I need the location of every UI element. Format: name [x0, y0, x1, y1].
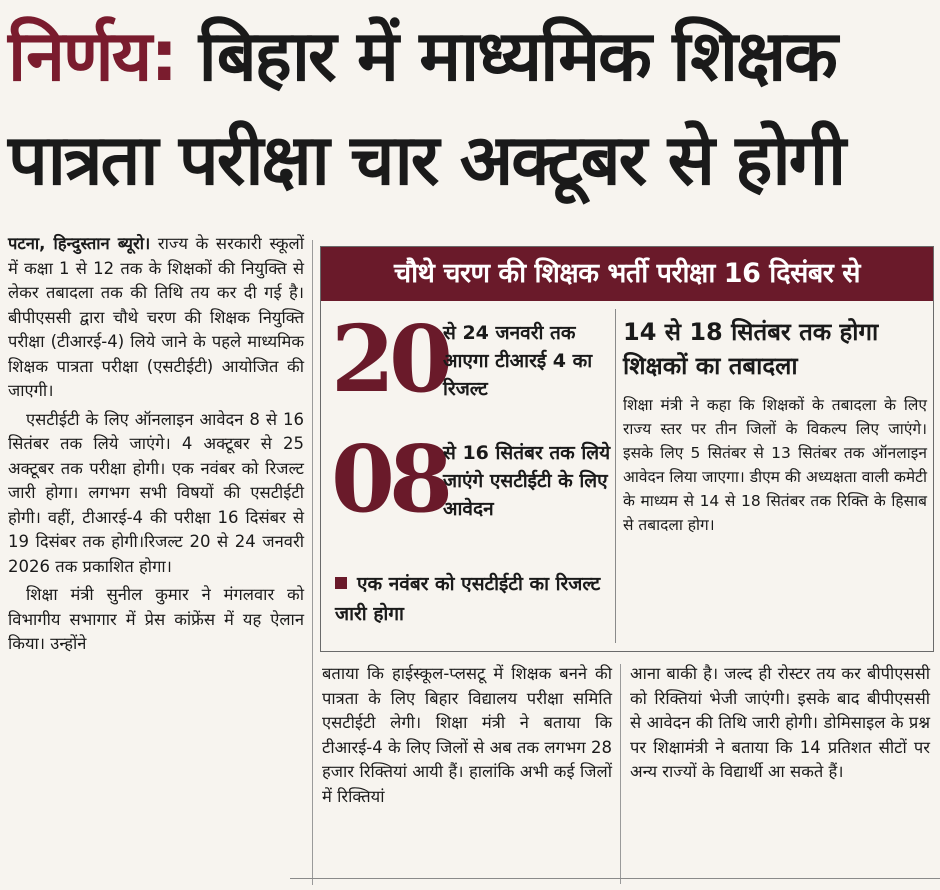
- stat-number: 08: [331, 425, 448, 533]
- article-paragraph: एसटीईटी के लिए ऑनलाइन आवेदन 8 से 16 सितंबर तक लिये जाएंगे। 4 अक्टूबर से 25 अक्टूबर तक परीक्षा होगी। एक नवंबर को रिजल्ट जारी होगा। लगभग सभी विषयों की एसटीईटी होगी। वहीं, टीआरई-4 की परीक्षा 16 दिसंबर से 19 दिसंबर तक होगी।रिजल्ट 20 से 24 जनवरी 2026 तक प्रकाशित होगा।: [8, 409, 304, 576]
- dateline: पटना, हिन्दुस्तान ब्यूरो।: [8, 234, 151, 253]
- stat-text: से 16 सितंबर तक लिये जाएंगे एसटीईटी के लिए आवेदन: [443, 442, 611, 520]
- stat-block: [331, 305, 611, 419]
- info-box: [320, 246, 934, 652]
- square-bullet-icon: [335, 577, 347, 589]
- article-column-2: [322, 662, 612, 813]
- headline-line-1-text: बिहार में माध्यमिक शिक्षक: [198, 15, 836, 97]
- column-divider: [312, 240, 313, 885]
- transfer-subheading: 14 से 18 सितंबर तक होगा शिक्षकों का तबादला: [623, 318, 879, 380]
- headline: [8, 6, 932, 214]
- bottom-rule: [290, 878, 940, 879]
- article-column-1: [8, 232, 304, 661]
- bullet-note-text: एक नवंबर को एसटीईटी का रिजल्ट जारी होगा: [335, 573, 601, 625]
- info-box-divider: [615, 309, 616, 643]
- column-divider: [620, 664, 621, 884]
- paragraph-text: राज्य के सरकारी स्कूलों में कक्षा 1 से 12 तक के शिक्षकों की नियुक्ति से लेकर तबादला तक की तिथि तय कर दी गई है। बीपीएससी द्वारा चौथे चरण की शिक्षक नियुक्ति परीक्षा (टीआरई-4) लिये जाने के पहले माध्यमिक शिक्षक पात्रता परीक्षा (एसटीईटी) आयोजित की जाएगी।: [8, 234, 305, 400]
- article-paragraph: बताया कि हाईस्कूल-प्लसटू में शिक्षक बनने की पात्रता के लिए बिहार विद्यालय परीक्षा समिति एसटीईटी लेगी। शिक्षा मंत्री ने बताया कि टीआरई-4 के लिए जिलों से अब तक लगभग 28 हजार रिक्तियां आयी हैं। हालांकि अभी कई जिलों में रिक्तियां: [322, 664, 612, 806]
- headline-line-1: [8, 6, 932, 110]
- article-paragraph: शिक्षा मंत्री सुनील कुमार ने मंगलवार को विभागीय सभागार में प्रेस कांफ्रेंस में यह ऐलान किया। उन्होंने: [8, 585, 304, 653]
- headline-kicker: निर्णय:: [8, 15, 177, 97]
- bullet-note: [335, 569, 605, 629]
- article-paragraph: आना बाकी है। जल्द ही रोस्टर तय कर बीपीएससी को रिक्तियां भेजी जाएंगी। इसके बाद बीपीएससी से आवेदन की तिथि जारी होगी। डोमिसाइल के प्रश्न पर शिक्षामंत्री ने बताया कि 14 प्रतिशत सीटों पर अन्य राज्यों के विद्यार्थी आ सकते हैं।: [630, 664, 930, 781]
- stat-text: से 24 जनवरी तक आएगा टीआरई 4 का रिजल्ट: [443, 322, 593, 400]
- article-paragraph: [8, 232, 304, 404]
- stat-number: 20: [331, 305, 448, 413]
- stat-block: [331, 425, 611, 539]
- info-box-header: चौथे चरण की शिक्षक भर्ती परीक्षा 16 दिसंबर से: [321, 247, 933, 301]
- info-box-right-panel: [623, 309, 927, 537]
- transfer-body: शिक्षा मंत्री ने कहा कि शिक्षकों के तबादला के लिए राज्य स्तर पर तीन जिलों के विकल्प लिए जाएंगे। इसके लिए 5 सितंबर से 13 सितंबर तक ऑनलाइन आवेदन लिया जाएगा। डीएम की अध्यक्षता वाली कमेटी के माध्यम से 14 से 18 सितंबर तक रिक्ति के हिसाब से तबादला होग।: [623, 396, 927, 534]
- article-column-3: [630, 662, 930, 789]
- headline-line-2: पात्रता परीक्षा चार अक्टूबर से होगी: [8, 119, 845, 201]
- info-box-left-panel: [321, 301, 613, 651]
